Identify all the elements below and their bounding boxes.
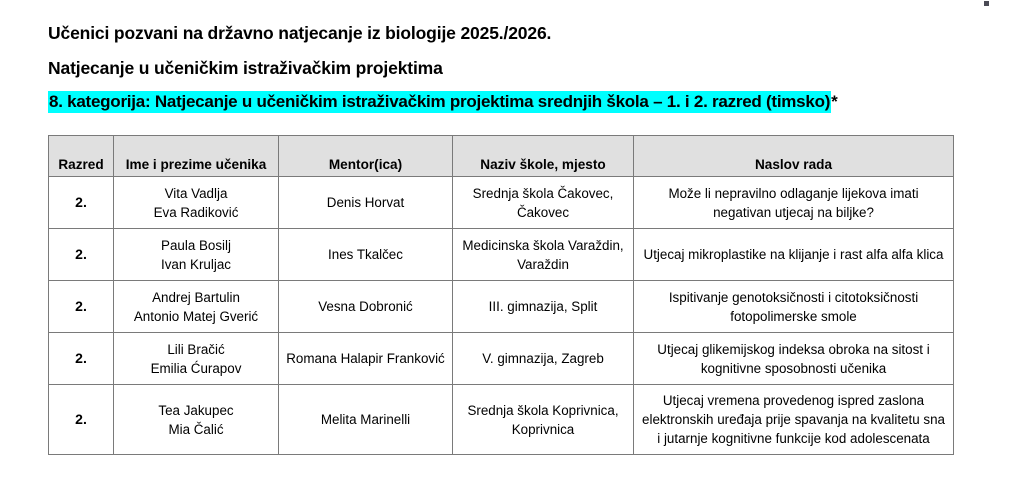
school-line: III. gimnazija, Split [488,299,598,315]
participants-table [48,135,954,455]
scan-artifact-mark [984,1,989,6]
category-footnote-asterisk: * [831,92,838,112]
cell-school [453,229,634,281]
cell-student-names [114,385,279,455]
document-title-secondary: Natjecanje u učeničkim istraživačkim projektima [48,57,443,78]
table-body [49,177,954,455]
category-heading [48,91,968,113]
project-title-line: Ispitivanje genotoksičnosti i citotoksičnosti [668,289,919,305]
project-title-line: Utjecaj vremena provedenog ispred zaslona [662,393,925,409]
cell-grade: 2. [49,333,114,385]
project-title-line: negativan utjecaj na biljke? [713,204,874,220]
school-line: V. gimnazija, Zagreb [482,351,604,367]
table-row [49,385,954,455]
cell-grade: 2. [49,385,114,455]
table-row [49,281,954,333]
table-row [49,333,954,385]
project-title-line: fotopolimerske smole [730,308,857,324]
column-header-mentor: Mentor(ica) [279,136,453,177]
cell-mentor: Melita Marinelli [279,385,453,455]
project-title-line: Utjecaj glikemijskog indeksa obroka na sitost i [657,341,930,357]
student-name: Ivan Kruljac [161,256,231,272]
cell-project-title [634,333,954,385]
student-name: Paula Bosilj [161,237,231,253]
cell-mentor: Vesna Dobronić [279,281,453,333]
document-body [48,22,968,455]
column-header-student-name: Ime i prezime učenika [114,136,279,177]
project-title-line: i jutarnje kognitivne funkcije kod adolescenata [657,431,930,447]
student-name: Emilia Ćurapov [150,360,242,376]
cell-school [453,385,634,455]
student-name: Mia Čalić [168,421,224,437]
school-line: Medicinska škola Varaždin, [462,237,624,253]
cell-grade: 2. [49,177,114,229]
cell-student-names [114,333,279,385]
table-row [49,177,954,229]
cell-student-names [114,229,279,281]
cell-project-title [634,281,954,333]
cell-mentor: Ines Tkalčec [279,229,453,281]
project-title-line: Može li nepravilno odlaganje lijekova imati [668,185,919,201]
student-name: Vita Vadlja [164,185,228,201]
column-header-grade: Razred [49,136,114,177]
project-title-line: kognitivne sposobnosti učenika [700,360,887,376]
cell-school [453,177,634,229]
cell-school [453,333,634,385]
student-name: Eva Radiković [153,204,239,220]
cell-grade: 2. [49,281,114,333]
student-name: Antonio Matej Gverić [133,308,259,324]
column-header-school: Naziv škole, mjesto [453,136,634,177]
school-line: Čakovec [516,204,570,220]
school-line: Srednja škola Koprivnica, [467,402,619,418]
table-header [49,136,954,177]
cell-student-names [114,177,279,229]
cell-mentor: Romana Halapir Franković [279,333,453,385]
student-name: Lili Bračić [167,341,225,357]
cell-project-title [634,229,954,281]
table-header-row [49,136,954,177]
column-header-project-title: Naslov rada [634,136,954,177]
school-line: Srednja škola Čakovec, [472,185,614,201]
student-name: Tea Jakupec [158,402,234,418]
school-line: Koprivnica [511,421,575,437]
project-title-line: elektronskih uređaja prije spavanja na kvalitetu sna [642,412,945,428]
project-title-line: Utjecaj mikroplastike na klijanje i rast alfa alfa klica [643,247,944,263]
category-heading-highlighted-text: 8. kategorija: Natjecanje u učeničkim istraživačkim projektima srednjih škola – 1. i 2. razred (timsko) [49,92,831,112]
table-row [49,229,954,281]
document-title-primary: Učenici pozvani na državno natjecanje iz biologije 2025./2026. [48,23,552,43]
cell-project-title [634,385,954,455]
cell-student-names [114,281,279,333]
cell-mentor: Denis Horvat [279,177,453,229]
cell-grade: 2. [49,229,114,281]
cell-school [453,281,634,333]
student-name: Andrej Bartulin [152,289,240,305]
cell-project-title [634,177,954,229]
school-line: Varaždin [517,256,569,272]
